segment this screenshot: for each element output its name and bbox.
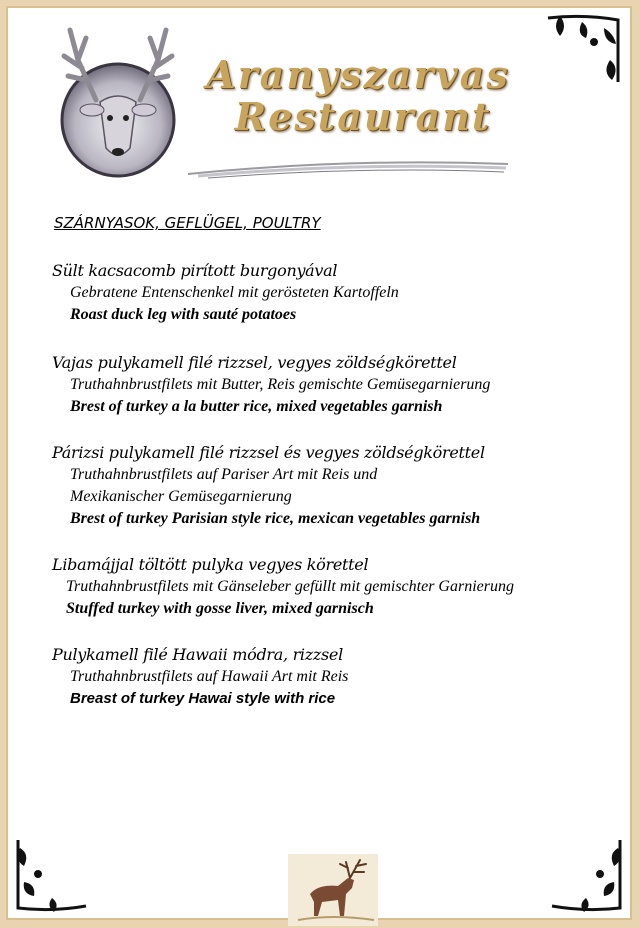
dish-name-german: Truthahnbrustfilets mit Gänseleber gefüllt mit gemischter Garnierung: [66, 578, 514, 595]
dish-name-english: Breast of turkey Hawai style with rice: [70, 690, 336, 707]
floral-corner-ornament-icon: [12, 834, 92, 914]
dish-name-german: Truthahnbrustfilets auf Hawaii Art mit Reis: [70, 668, 349, 685]
floral-corner-ornament-icon: [544, 12, 624, 92]
dish-name-english: Brest of turkey a la butter rice, mixed vegetables garnish: [70, 398, 443, 415]
dish-name-english: Roast duck leg with sauté potatoes: [70, 306, 297, 323]
dish-item: [52, 352, 622, 418]
dish-name-german: Mexikanischer Gemüsegarnierung: [70, 488, 292, 505]
dish-item: [52, 644, 622, 710]
dish-name-german: Truthahnbrustfilets auf Pariser Art mit Reis und: [70, 466, 378, 483]
dish-name-hungarian: Vajas pulykamell filé rizzsel, vegyes zöldségkörettel: [52, 353, 457, 372]
restaurant-title: [198, 54, 518, 138]
dish-name-hungarian: Pulykamell filé Hawaii módra, rizzsel: [52, 645, 343, 664]
stag-illustration-icon: [288, 854, 378, 926]
title-line-1: Aranyszarvas: [206, 52, 510, 97]
dish-item: [52, 260, 622, 326]
dish-name-hungarian: Sült kacsacomb pirított burgonyával: [52, 261, 338, 280]
title-swoosh-icon: [188, 156, 508, 180]
title-line-2: Restaurant: [234, 94, 492, 139]
dish-item: [52, 554, 622, 620]
dish-name-german: Truthahnbrustfilets mit Butter, Reis gemischte Gemüsegarnierung: [70, 376, 491, 393]
floral-corner-ornament-icon: [546, 834, 626, 914]
deer-head-emblem-icon: [56, 20, 186, 188]
section-title: SZÁRNYASOK, GEFLÜGEL, POULTRY: [54, 214, 321, 232]
dish-item: [52, 442, 622, 530]
dish-name-english: Stuffed turkey with gosse liver, mixed garnisch: [66, 600, 374, 617]
dish-name-english: Brest of turkey Parisian style rice, mexican vegetables garnish: [70, 510, 481, 527]
dish-name-german: Gebratene Entenschenkel mit gerösteten Kartoffeln: [70, 284, 399, 301]
menu-page: [6, 6, 632, 920]
dish-name-hungarian: Libamájjal töltött pulyka vegyes körettel: [52, 555, 369, 574]
dish-name-hungarian: Párizsi pulykamell filé rizzsel és vegyes zöldségkörettel: [52, 443, 485, 462]
